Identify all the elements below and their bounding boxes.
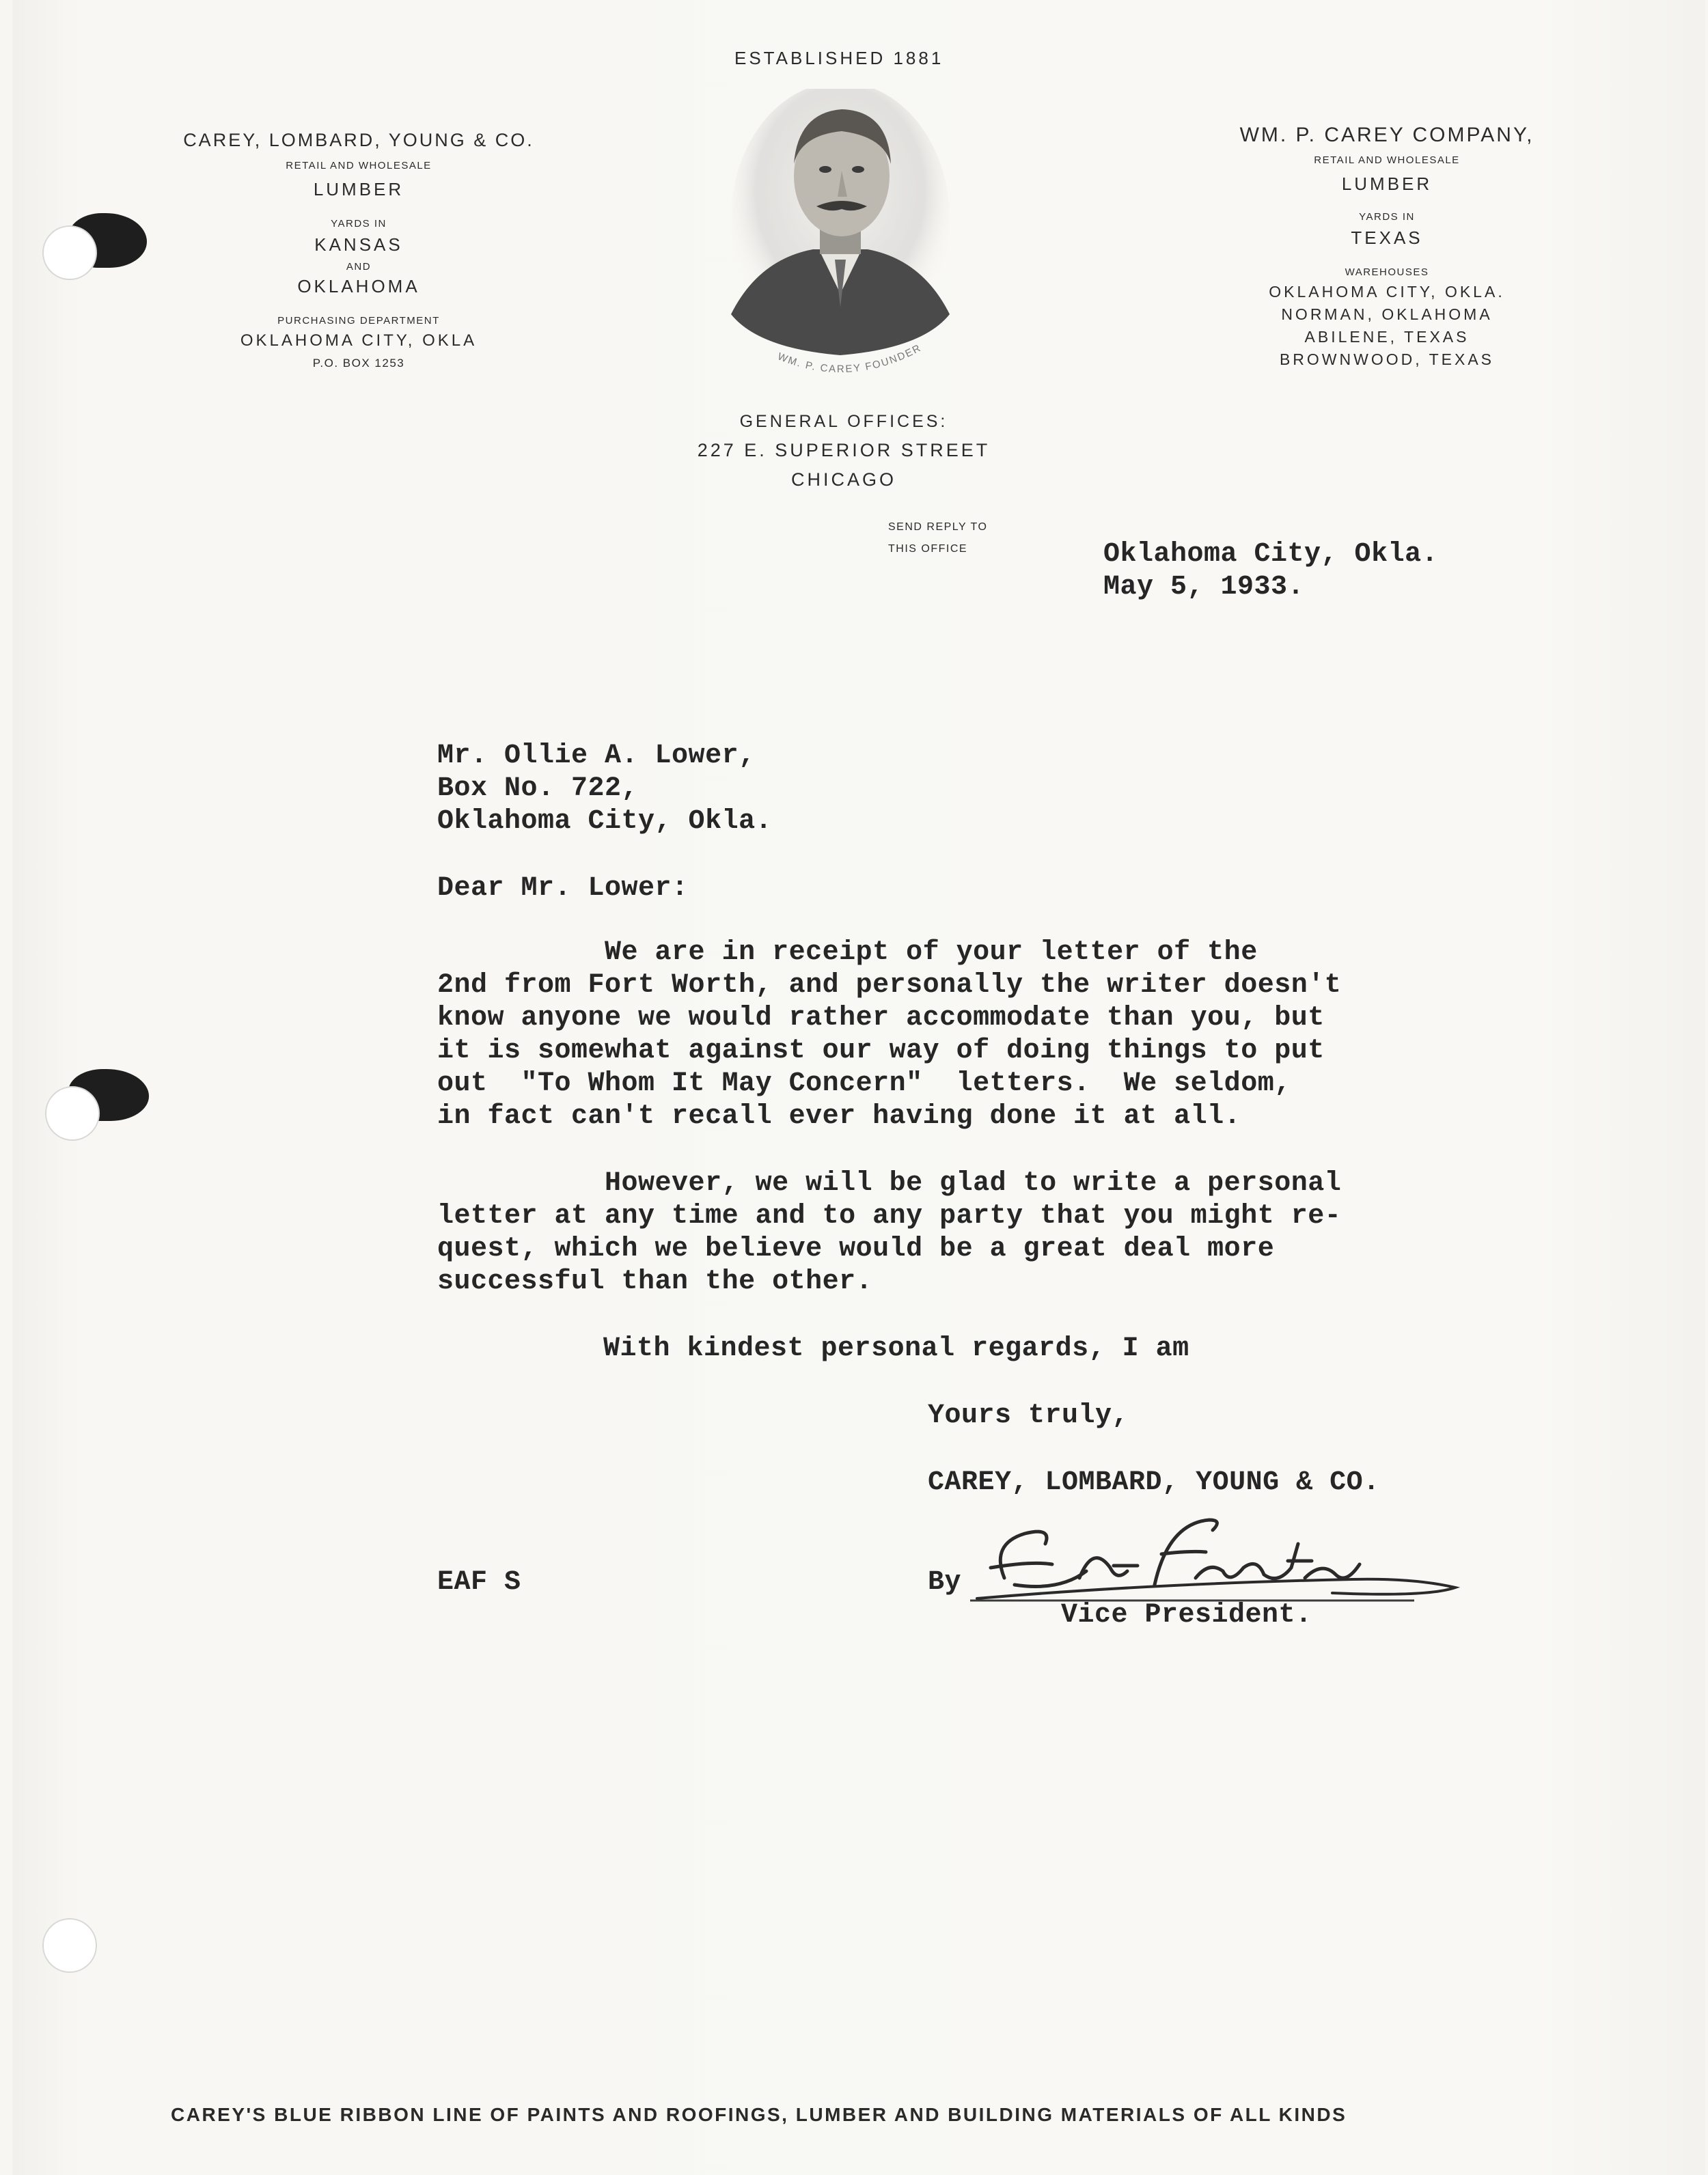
signer-title: Vice President. [1061,1600,1312,1631]
left-state-kansas: KANSAS [314,234,403,255]
right-retail-text: RETAIL AND WHOLESALE [1314,154,1460,166]
left-and: AND [346,261,372,273]
footer-slogan: CAREY'S BLUE RIBBON LINE OF PAINTS AND ROOFINGS, LUMBER AND BUILDING MATERIALS OF ALL KINDS [171,2104,1347,2125]
left-letterhead [120,131,598,369]
salutation: Dear Mr. Lower: [437,873,689,904]
by-label: By [928,1567,962,1598]
body-line: in fact can't recall ever having done it at all. [437,1101,1241,1132]
right-yards-in: YARDS IN [1359,211,1415,223]
right-letterhead [1148,125,1626,368]
left-state-oklahoma: OKLAHOMA [297,276,420,296]
closing-line: With kindest personal regards, I am [603,1333,1189,1364]
left-yards-in: YARDS IN [331,218,387,230]
signing-company: CAREY, LOMBARD, YOUNG & CO. [928,1467,1380,1498]
send-reply-note [888,522,1025,555]
right-warehouse-2: NORMAN, OKLAHOMA [1281,305,1493,323]
general-offices [615,413,1073,489]
body-line: successful than the other. [437,1266,873,1297]
right-state-texas: TEXAS [1351,227,1423,248]
punch-hole-top [42,225,97,280]
letter-place: Oklahoma City, Okla. [1103,539,1439,570]
left-po-box: P.O. BOX 1253 [312,357,405,370]
right-warehouses-label: WAREHOUSES [1345,266,1429,278]
send-reply-line-1: SEND REPLY TO [888,521,988,533]
left-retail-text: RETAIL AND WHOLESALE [286,160,432,171]
body-line: letter at any time and to any party that you might re- [437,1201,1342,1232]
offices-label: GENERAL OFFICES: [739,412,948,431]
valediction: Yours truly, [928,1400,1129,1431]
right-product: LUMBER [1341,174,1433,194]
right-warehouse-4: BROWNWOOD, TEXAS [1279,350,1495,368]
recipient-box: Box No. 722, [437,773,639,804]
offices-city: CHICAGO [790,469,896,490]
typist-initials: EAF S [437,1567,521,1598]
recipient-city: Oklahoma City, Okla. [437,806,773,837]
body-line: We are in receipt of your letter of the [437,937,1258,968]
recipient-name: Mr. Ollie A. Lower, [437,740,756,771]
right-warehouse-1: OKLAHOMA CITY, OKLA. [1269,283,1505,301]
right-company-name: WM. P. CAREY COMPANY, [1239,124,1534,146]
letter-date: May 5, 1933. [1103,572,1305,602]
body-line: 2nd from Fort Worth, and personally the writer doesn't [437,970,1342,1001]
punch-hole-bottom [42,1918,97,1973]
send-reply-line-2: THIS OFFICE [888,543,968,555]
offices-street: 227 E. SUPERIOR STREET [697,440,991,460]
left-product: LUMBER [313,179,404,199]
body-line: quest, which we believe would be a great deal more [437,1234,1275,1264]
punch-hole-middle [45,1086,100,1141]
right-warehouse-3: ABILENE, TEXAS [1304,328,1470,346]
body-line: However, we will be glad to write a personal [437,1168,1342,1199]
body-line: out "To Whom It May Concern" letters. We seldom, [437,1068,1291,1099]
handwritten-signature [950,1503,1510,1605]
portrait-caption: WM. P. CAREY FOUNDER [775,342,924,376]
left-company-name: CAREY, LOMBARD, YOUNG & CO. [183,130,534,150]
left-city: OKLAHOMA CITY, OKLA [240,331,478,350]
established-text: ESTABLISHED 1881 [734,48,944,68]
left-purchasing-dept: PURCHASING DEPARTMENT [277,315,440,327]
body-line: it is somewhat against our way of doing things to put [437,1036,1325,1066]
body-line: know anyone we would rather accommodate than you, but [437,1003,1325,1034]
founder-portrait [717,89,963,383]
